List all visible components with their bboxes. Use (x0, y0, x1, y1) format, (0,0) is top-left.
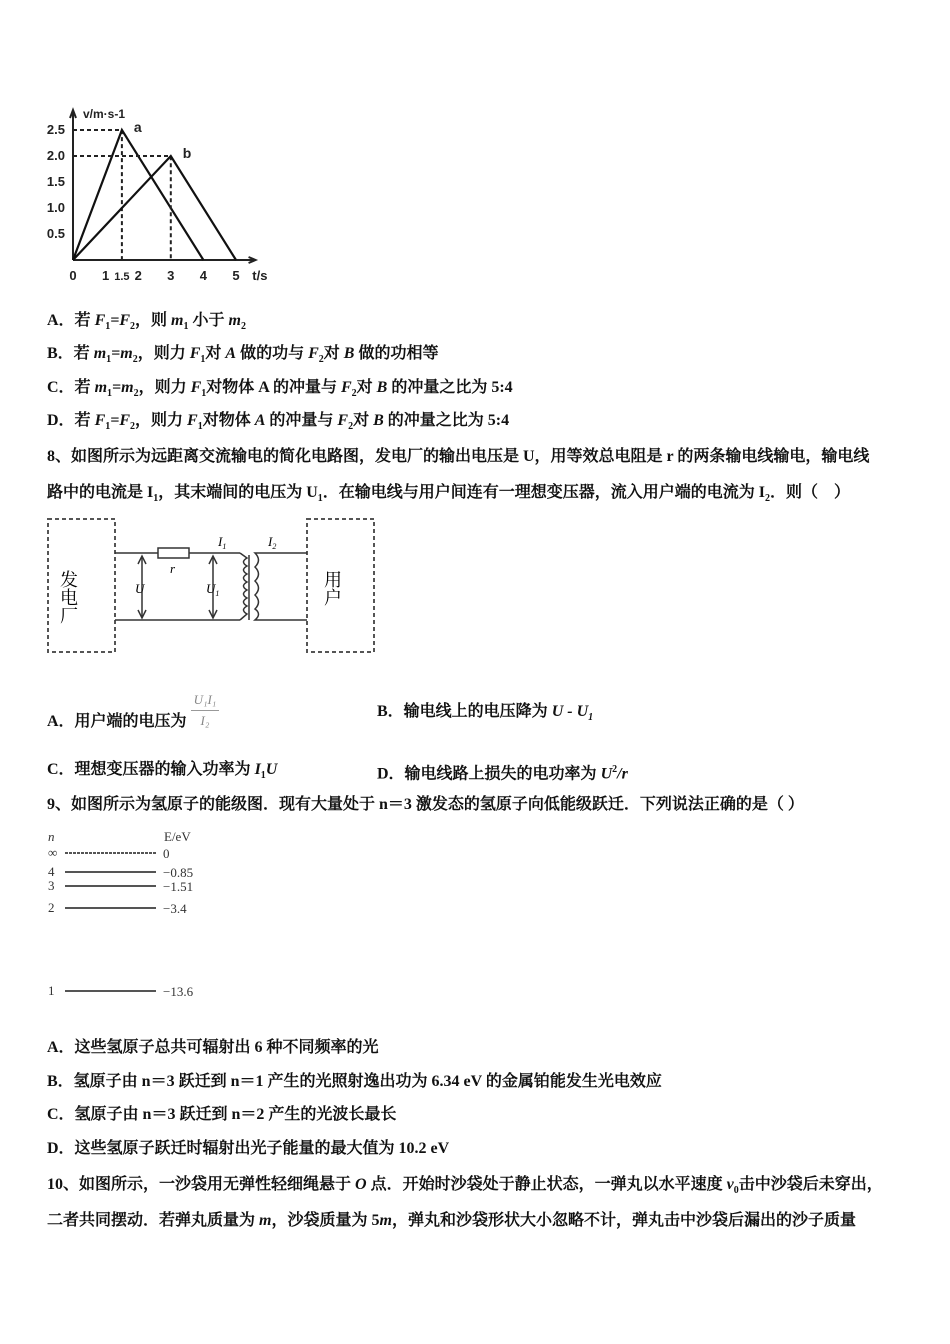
level-n: 3 (48, 878, 55, 893)
q8-option-b[interactable]: B．输电线上的电压降为 U - $U_1$ (377, 703, 594, 724)
q9-stem: 9、如图所示为氢原子的能级图．现有大量处于 n＝3 激发态的氢原子向低能级跃迁．下列说法正确的是（ ） (47, 796, 804, 813)
series-line-b (73, 156, 236, 260)
svg-text:U: U (135, 581, 145, 596)
energy-unit-label: E/eV (164, 829, 191, 844)
q9-option-b[interactable]: B．氢原子由 n＝3 跃迁到 n＝1 产生的光照射逸出功为 6.34 eV 的金属铂能发生光电效应 (47, 1073, 662, 1090)
x-tick-label: 3 (167, 268, 175, 283)
x-axis-label: t/s (252, 268, 268, 283)
svg-text:I1: $I_1$ (218, 534, 227, 551)
q7-option-b[interactable]: B．若 $m_1=m_2$，则力 $F_1$对 A 做的功与 $F_2$对 B 做的功相等 (47, 345, 439, 366)
level-n: ∞ (48, 845, 58, 860)
y-axis-label: v/m·s-1 (83, 107, 126, 121)
n-label: n (48, 829, 55, 844)
q7-option-a[interactable]: A．若 $F_1=F_2$，则 $m_1$ 小于 $m_2$ (47, 312, 246, 333)
x-tick-label: 5 (232, 268, 240, 283)
q7-option-c[interactable]: C．若 $m_1=m_2$，则力 $F_1$对物体 A 的冲量与 $F_2$对 B 的冲量之比为 5:4 (47, 379, 513, 400)
svg-text:r: r (170, 561, 176, 576)
level-energy: −1.51 (163, 879, 194, 894)
transmission-circuit-diagram (40, 510, 380, 660)
fraction-u1i1-over-i2: $\frac{\text{U₁I₁}}{\text{I₂}}$ (191, 690, 220, 731)
y-tick-label: 1.5 (46, 174, 65, 189)
y-tick-label: 2.0 (46, 148, 65, 163)
x-tick-label: 0 (69, 268, 77, 283)
y-tick-label: 0.5 (46, 226, 65, 241)
q7-option-d[interactable]: D．若 $F_1=F_2$，则力 $F_1$对物体 A 的冲量与 $F_2$对 B 的冲量之比为 5:4 (47, 412, 510, 433)
series-label-a: a (133, 119, 142, 135)
q9-option-d[interactable]: D．这些氢原子跃迁时辐射出光子能量的最大值为 10.2 eV (47, 1140, 450, 1157)
q10-stem-line1: 10、如图所示，一沙袋用无弹性轻细绳悬于 O 点．开始时沙袋处于静止状态，一弹丸以水平速度 $v_0$击中沙袋后未穿出， (47, 1176, 883, 1197)
energy-level-diagram (40, 825, 220, 1005)
level-n: 2 (48, 900, 55, 915)
user-label: 用户 (322, 570, 342, 606)
x-tick-label: 1.5 (114, 271, 130, 283)
q8-stem-line2: 路中的电流是 $I_1$，其末端间的电压为 $U_1$．在输电线与用户间连有一理想变压器，流入用户端的电流为 $I_2$．则（ ） (47, 484, 851, 505)
q9-option-a[interactable]: A．这些氢原子总共可辐射出 6 种不同频率的光 (47, 1039, 379, 1056)
q9-option-c[interactable]: C．氢原子由 n＝3 跃迁到 n＝2 产生的光波长最长 (47, 1106, 397, 1123)
q8-option-c[interactable]: C．理想变压器的输入功率为 $I_1U$ (47, 761, 278, 782)
velocity-time-graph (30, 100, 290, 290)
level-energy: −3.4 (163, 901, 187, 916)
y-tick-label: 1.0 (46, 200, 65, 215)
x-tick-label: 4 (199, 268, 208, 283)
q8-option-d[interactable]: D．输电线路上损失的电功率为 $U^2/r$ (377, 764, 628, 783)
level-n: 1 (48, 983, 55, 998)
level-energy: −0.85 (163, 865, 194, 880)
q10-stem-line2: 二者共同摆动．若弹丸质量为 m，沙袋质量为 5m，弹丸和沙袋形状大小忽略不计，弹丸击中沙袋后漏出的沙子质量 (47, 1212, 856, 1229)
x-tick-label: 2 (134, 268, 142, 283)
level-n: 4 (48, 864, 55, 879)
q8-option-a[interactable]: A．用户端的电压为 $\frac{\text{U₁I₁}}{\text{I₂}}$ (47, 702, 219, 743)
level-energy: 0 (163, 846, 170, 861)
x-tick-label: 1 (101, 268, 110, 283)
level-energy: −13.6 (163, 984, 194, 999)
q8-stem-line1: 8、如图所示为远距离交流输电的简化电路图，发电厂的输出电压是 U，用等效总电阻是 r 的两条输电线输电，输电线 (47, 448, 870, 465)
series-label-b: b (182, 145, 192, 161)
svg-text:I2: $I_2$ (268, 534, 277, 551)
svg-text:U1: $U_1$ (206, 581, 220, 598)
power-plant-label: 发电厂 (58, 570, 78, 624)
y-tick-label: 2.5 (46, 122, 65, 137)
